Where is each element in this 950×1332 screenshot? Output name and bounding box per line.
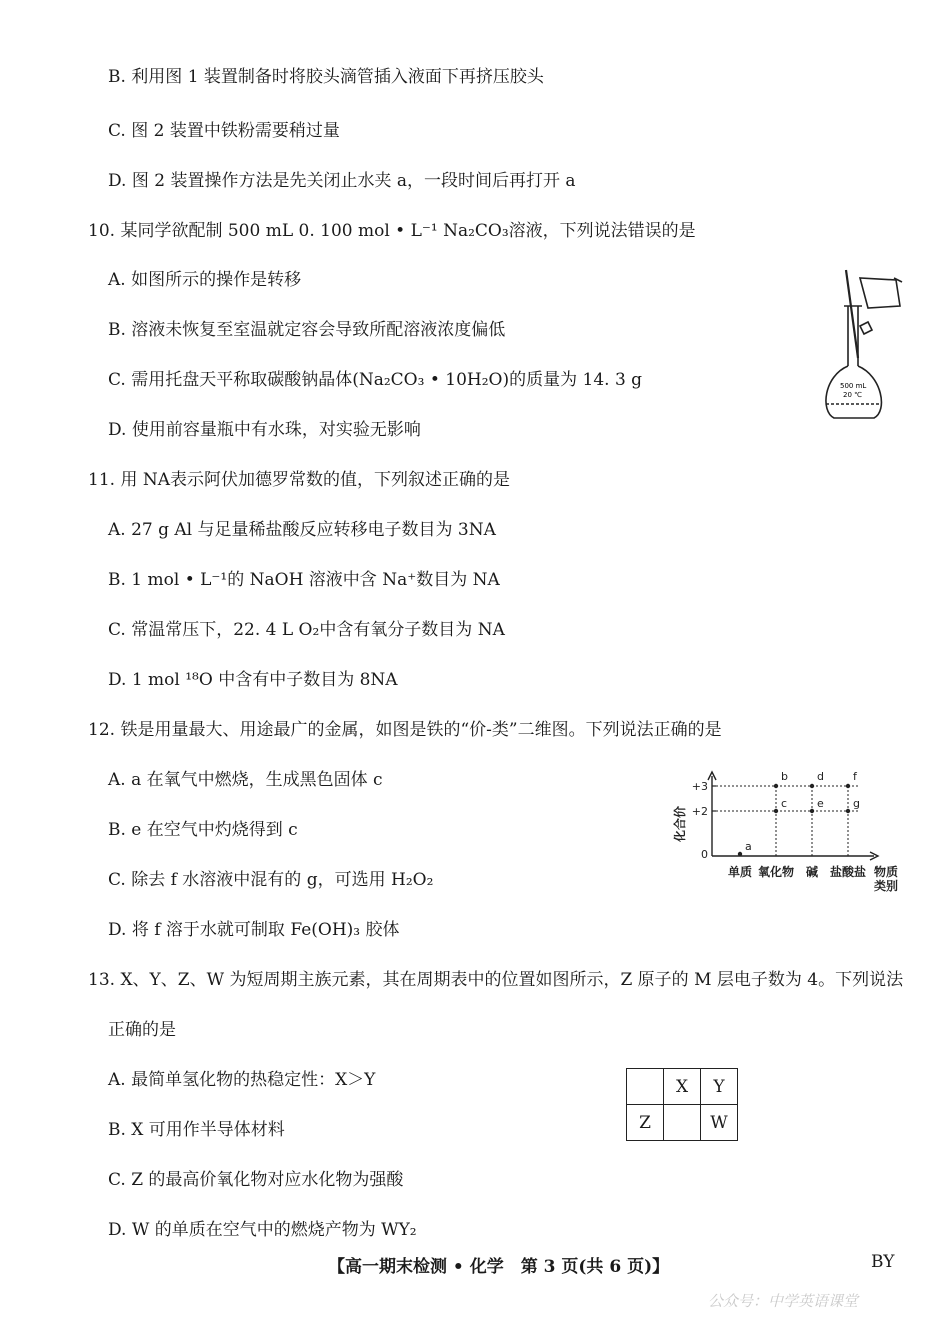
q13-option-d: D. W 的单质在空气中的燃烧产物为 WY₂ [108,1220,417,1240]
q12-option-a: A. a 在氧气中燃烧，生成黑色固体 c [108,770,383,790]
chart-ytick-label: 0 [701,848,708,861]
q9-option-d: D. 图 2 装置操作方法是先关闭止水夹 a，一段时间后再打开 a [108,171,576,191]
chart-point-label: b [781,770,788,783]
chart-xlabel-line2: 类别 [873,879,899,893]
q11-option-d: D. 1 mol ¹⁸O 中含有中子数目为 8NA [108,670,398,690]
q11-option-b: B. 1 mol • L⁻¹的 NaOH 溶液中含 Na⁺数目为 NA [108,570,500,590]
valence-class-chart [670,766,906,898]
q13-option-a: A. 最简单氢化物的热稳定性：X＞Y [108,1070,376,1090]
chart-category-label: 氧化物 [757,865,795,879]
chart-point-d [810,784,814,788]
q12-option-d: D. 将 f 溶于水就可制取 Fe(OH)₃ 胶体 [108,920,400,940]
q12-option-b: B. e 在空气中灼烧得到 c [108,820,298,840]
chart-ytick-label: +3 [691,780,708,793]
chart-point-c [774,809,778,813]
q13-stem-line2: 正确的是 [108,1020,176,1040]
chart-point-label: g [853,797,860,810]
watermark: 公众号：中学英语课堂 [708,1292,859,1310]
table-cell: X [664,1069,701,1105]
chart-point-label: a [745,840,752,853]
chart-category-label: 盐酸盐 [829,865,867,879]
flask-label-temp: 20 ℃ [843,391,862,399]
volumetric-flask-figure [810,266,910,426]
q10-option-b: B. 溶液未恢复至室温就定容会导致所配溶液浓度偏低 [108,320,506,340]
flask-label-volume: 500 mL [840,382,867,390]
beaker-icon [860,278,900,308]
q9-option-c: C. 图 2 装置中铁粉需要稍过量 [108,121,340,141]
table-row [627,1069,738,1105]
q10-option-c: C. 需用托盘天平称取碳酸钠晶体(Na₂CO₃ • 10H₂O)的质量为 14. 3 g [108,370,643,390]
q11-option-a: A. 27 g Al 与足量稀盐酸反应转移电子数目为 3NA [108,520,496,540]
paper-code: BY [871,1252,895,1272]
q11-stem: 11. 用 NA表示阿伏加德罗常数的值，下列叙述正确的是 [88,470,510,490]
page-footer: 【高一期末检测 • 化学 第 3 页(共 6 页)】 [328,1257,670,1277]
q12-option-c: C. 除去 f 水溶液中混有的 g，可选用 H₂O₂ [108,870,434,890]
q13-stem-line1: 13. X、Y、Z、W 为短周期主族元素，其在周期表中的位置如图所示，Z 原子的 M 层电子数为 4。下列说法 [88,970,904,990]
chart-ylabel: 化合价 [673,805,687,843]
periodic-table-fragment [626,1068,738,1141]
chart-point-b [774,784,778,788]
table-cell [664,1105,701,1141]
chart-point-e [810,809,814,813]
chart-category-label: 碱 [805,865,819,879]
q10-option-a: A. 如图所示的操作是转移 [108,270,302,290]
q10-stem: 10. 某同学欲配制 500 mL 0. 100 mol • L⁻¹ Na₂CO₃溶液，下列说法错误的是 [88,221,696,241]
chart-point-label: d [817,770,824,783]
table-cell: Z [627,1105,664,1141]
q12-stem: 12. 铁是用量最大、用途最广的金属，如图是铁的“价-类”二维图。下列说法正确的是 [88,720,722,740]
q10-option-d: D. 使用前容量瓶中有水珠，对实验无影响 [108,420,421,440]
chart-ytick-label: +2 [691,805,708,818]
cut-off-line: B. 利用图 1 装置制备时将胶头滴管插入液面下再挤压胶头 [108,67,544,87]
chart-point-label: e [817,797,824,810]
chart-point-g [846,809,850,813]
table-cell: Y [701,1069,738,1105]
q13-option-b: B. X 可用作半导体材料 [108,1120,285,1140]
chart-point-label: c [781,797,788,810]
table-cell [627,1069,664,1105]
q13-option-c: C. Z 的最高价氧化物对应水化物为强酸 [108,1170,404,1190]
chart-point-a [738,852,742,856]
q11-option-c: C. 常温常压下，22. 4 L O₂中含有氧分子数目为 NA [108,620,505,640]
chart-point-f [846,784,850,788]
table-row [627,1105,738,1141]
chart-category-label: 单质 [727,865,753,879]
chart-point-label: f [853,770,857,783]
table-cell: W [701,1105,738,1141]
chart-xlabel-line1: 物质 [873,865,899,879]
